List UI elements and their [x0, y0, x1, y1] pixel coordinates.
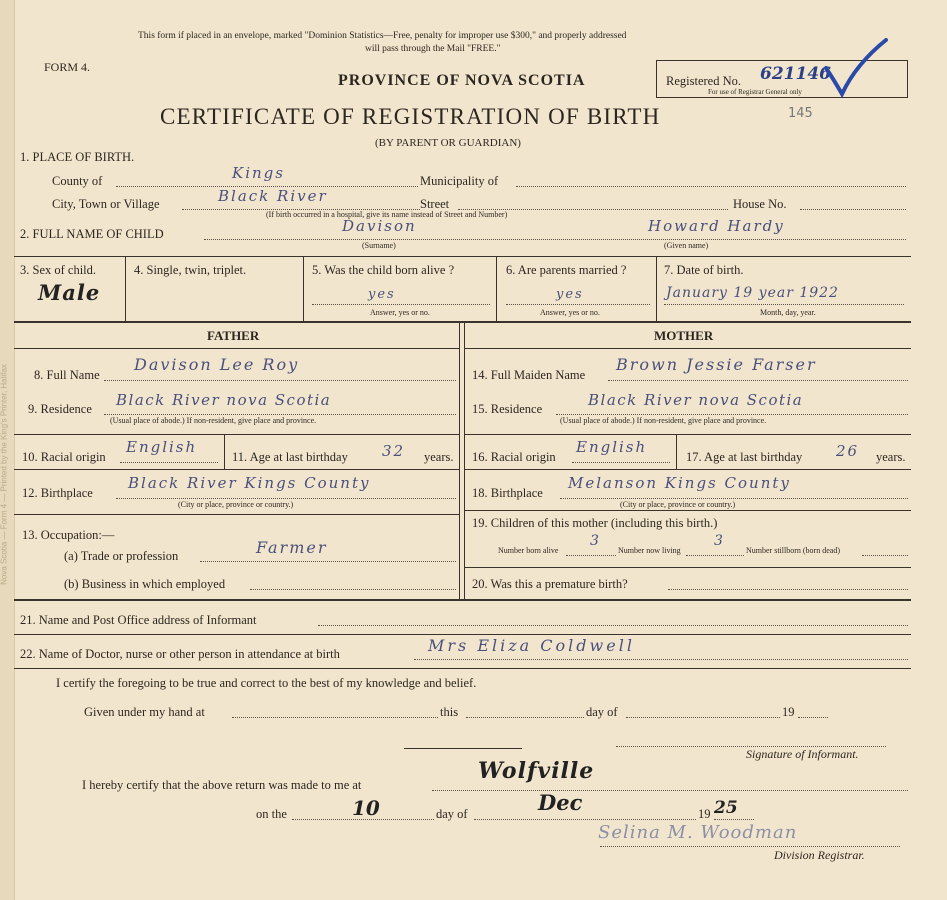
parents-married-value: yes — [556, 287, 584, 302]
single-twin-label: 4. Single, twin, triplet. — [134, 263, 247, 277]
father-age-label: 11. Age at last birthday — [232, 450, 348, 464]
mother-racial-value: English — [576, 438, 648, 456]
check-mark-icon — [820, 36, 890, 106]
father-racial-line — [120, 462, 218, 463]
registrar-on-the-label: on the — [256, 807, 287, 821]
given-this-label: this — [440, 705, 459, 719]
registrar-year-prefix: 19 — [698, 807, 711, 821]
city-value: Black River — [218, 187, 328, 205]
mother-years-label: years. — [876, 450, 906, 464]
registrar-day-of-label: day of — [436, 807, 468, 821]
given-this-line — [466, 717, 584, 718]
registrar-signature-line — [600, 846, 900, 847]
street-label: Street — [420, 197, 450, 211]
date-of-birth-caption: Month, day, year. — [760, 308, 816, 317]
mother-age-value: 26 — [836, 442, 860, 460]
child-name-label: 2. FULL NAME OF CHILD — [20, 227, 164, 241]
given-at-line — [232, 717, 438, 718]
born-alive-value: yes — [368, 287, 396, 302]
registrar-month-value: Dec — [538, 790, 583, 815]
mother-row-rule-3 — [465, 510, 911, 511]
registrar-general-note: For use of Registrar General only — [708, 88, 802, 96]
born-alive-count-value: 3 — [590, 533, 601, 549]
given-year-line — [798, 717, 828, 718]
father-row-rule-3 — [14, 514, 459, 515]
father-trade-label: (a) Trade or profession — [64, 549, 179, 563]
parents-heading-rule — [14, 348, 459, 349]
doctor-line — [414, 659, 908, 660]
father-racial-label: 10. Racial origin — [22, 450, 106, 464]
informant-signature-rule-left — [404, 748, 522, 749]
mother-racial-label: 16. Racial origin — [472, 450, 556, 464]
mother-racial-line — [572, 462, 670, 463]
date-of-birth-label: 7. Date of birth. — [664, 263, 744, 277]
registered-number-value: 621146 — [760, 64, 831, 84]
division-registrar-caption: Division Registrar. — [774, 848, 865, 862]
municipality-line — [516, 186, 906, 187]
registrar-certify-text: I hereby certify that the above return was made to me at — [82, 778, 362, 792]
now-living-count-line — [686, 555, 744, 556]
stats-top-rule — [14, 256, 911, 257]
given-name-caption: (Given name) — [664, 241, 709, 250]
father-trade-line — [200, 561, 456, 562]
registered-number-label: Registered No. — [666, 74, 741, 88]
doctor-value: Mrs Eliza Coldwell — [428, 636, 635, 655]
mother-residence-value: Black River nova Scotia — [588, 391, 804, 409]
sex-label: 3. Sex of child. — [20, 263, 97, 277]
date-of-birth-value: January 19 year 1922 — [666, 285, 839, 301]
born-alive-caption: Answer, yes or no. — [370, 308, 430, 317]
child-surname-value: Davison — [342, 217, 417, 235]
margin-number: 145 — [788, 106, 813, 121]
sex-value: Male — [38, 280, 101, 305]
parents-married-caption: Answer, yes or no. — [540, 308, 600, 317]
father-birthplace-value: Black River Kings County — [128, 474, 371, 492]
mail-notice-line-1: This form if placed in an envelope, marked "Dominion Statistics—Free, penalty for improper use $300," and properly addressed — [138, 31, 627, 41]
registrar-year-line — [714, 819, 754, 820]
city-label: City, Town or Village — [52, 197, 160, 211]
father-racial-value: English — [126, 438, 198, 456]
stats-divider-1 — [125, 256, 126, 322]
father-mother-divider-a — [459, 321, 460, 599]
father-years-label: years. — [424, 450, 454, 464]
parents-married-line — [506, 304, 650, 305]
certificate-title: CERTIFICATE OF REGISTRATION OF BIRTH — [160, 104, 661, 129]
registrar-year-value: 25 — [714, 798, 738, 818]
registrar-place-line — [432, 790, 908, 791]
date-of-birth-line — [664, 304, 904, 305]
mother-birthplace-value: Melanson Kings County — [568, 474, 791, 492]
mother-name-label: 14. Full Maiden Name — [472, 368, 586, 382]
given-year-prefix: 19 — [782, 705, 795, 719]
mother-age-label: 17. Age at last birthday — [686, 450, 803, 464]
certificate-subtitle: (BY PARENT OR GUARDIAN) — [375, 137, 521, 149]
hospital-note: (If birth occurred in a hospital, give its name instead of Street and Number) — [266, 210, 508, 219]
father-birthplace-line — [116, 498, 456, 499]
house-number-label: House No. — [733, 197, 787, 211]
father-heading: FATHER — [207, 328, 260, 343]
form-number: FORM 4. — [44, 60, 91, 74]
given-day-of-line — [626, 717, 780, 718]
doctor-label: 22. Name of Doctor, nurse or other person in attendance at birth — [20, 647, 340, 661]
mother-birthplace-label: 18. Birthplace — [472, 486, 543, 500]
informant-address-line — [318, 625, 908, 626]
father-age-value: 32 — [382, 442, 406, 460]
children-of-mother-label: 19. Children of this mother (including this birth.) — [472, 516, 718, 530]
father-business-label: (b) Business in which employed — [64, 577, 226, 591]
father-residence-value: Black River nova Scotia — [116, 391, 332, 409]
father-trade-value: Farmer — [256, 538, 328, 557]
registrar-place-value: Wolfville — [478, 758, 595, 784]
mother-birthplace-note: (City or place, province or country.) — [620, 500, 736, 509]
given-day-of-label: day of — [586, 705, 618, 719]
stats-bottom-rule — [14, 321, 911, 323]
mother-residence-label: 15. Residence — [472, 402, 543, 416]
mother-row-rule-2 — [465, 469, 911, 470]
father-row-rule-2 — [14, 469, 459, 470]
stats-divider-2 — [303, 256, 304, 322]
county-value: Kings — [232, 164, 285, 182]
mother-residence-note: (Usual place of abode.) If non-resident, give place and province. — [560, 416, 767, 425]
registrar-signature-value: Selina M. Woodman — [598, 822, 798, 843]
mother-row-rule-4 — [465, 567, 911, 568]
father-occupation-label: 13. Occupation:— — [22, 528, 115, 542]
parents-married-label: 6. Are parents married ? — [506, 263, 627, 277]
now-living-count-value: 3 — [714, 533, 725, 549]
father-age-divider — [224, 434, 225, 469]
stats-divider-3 — [496, 256, 497, 322]
signature-of-informant-caption: Signature of Informant. — [746, 747, 859, 761]
house-number-line — [800, 209, 906, 210]
mail-notice-line-2: will pass through the Mail "FREE." — [365, 44, 501, 54]
county-label: County of — [52, 174, 103, 188]
stillborn-count-line — [862, 555, 908, 556]
father-residence-note: (Usual place of abode.) If non-resident, give place and province. — [110, 416, 317, 425]
mother-birthplace-line — [560, 498, 908, 499]
premature-birth-label: 20. Was this a premature birth? — [472, 577, 628, 591]
father-birthplace-note: (City or place, province or country.) — [178, 500, 294, 509]
registrar-day-value: 10 — [352, 796, 380, 820]
parents-heading-rule-right — [465, 348, 911, 349]
informant-rule-3 — [14, 668, 911, 669]
father-mother-divider-b — [464, 321, 465, 599]
mother-residence-line — [556, 414, 908, 415]
stats-divider-4 — [656, 256, 657, 322]
born-alive-line — [312, 304, 490, 305]
born-alive-count-line — [566, 555, 616, 556]
father-birthplace-label: 12. Birthplace — [22, 486, 93, 500]
father-row-rule-1 — [14, 434, 459, 435]
informant-rule-2 — [14, 634, 911, 635]
informant-top-rule — [14, 599, 911, 601]
informant-certify-text: I certify the foregoing to be true and correct to the best of my knowledge and belief. — [56, 676, 477, 690]
mother-age-divider — [676, 434, 677, 469]
stillborn-count-label: Number stillborn (born dead) — [746, 546, 840, 555]
father-residence-line — [104, 414, 456, 415]
mother-name-line — [608, 380, 908, 381]
premature-birth-line — [668, 589, 908, 590]
registrar-month-line — [474, 819, 696, 820]
given-under-hand-label: Given under my hand at — [84, 705, 205, 719]
province-heading: PROVINCE OF NOVA SCOTIA — [338, 72, 586, 89]
mother-row-rule-1 — [465, 434, 911, 435]
father-business-line — [250, 589, 456, 590]
born-alive-count-label: Number born alive — [498, 546, 559, 555]
father-name-label: 8. Full Name — [34, 368, 100, 382]
father-residence-label: 9. Residence — [28, 402, 92, 416]
born-alive-label: 5. Was the child born alive ? — [312, 263, 455, 277]
now-living-count-label: Number now living — [618, 546, 681, 555]
municipality-label: Municipality of — [420, 174, 499, 188]
surname-caption: (Surname) — [362, 241, 396, 250]
child-given-name-value: Howard Hardy — [648, 217, 785, 235]
margin-print-text: Nova Scotia — Form 4 — Printed by the King's Printer, Halifax — [0, 364, 9, 585]
mother-name-value: Brown Jessie Farser — [616, 355, 817, 374]
mother-heading: MOTHER — [654, 328, 714, 343]
father-name-value: Davison Lee Roy — [134, 355, 300, 374]
place-of-birth-heading: 1. PLACE OF BIRTH. — [20, 150, 135, 164]
father-name-line — [104, 380, 456, 381]
informant-address-label: 21. Name and Post Office address of Informant — [20, 613, 257, 627]
child-name-line — [204, 239, 906, 240]
